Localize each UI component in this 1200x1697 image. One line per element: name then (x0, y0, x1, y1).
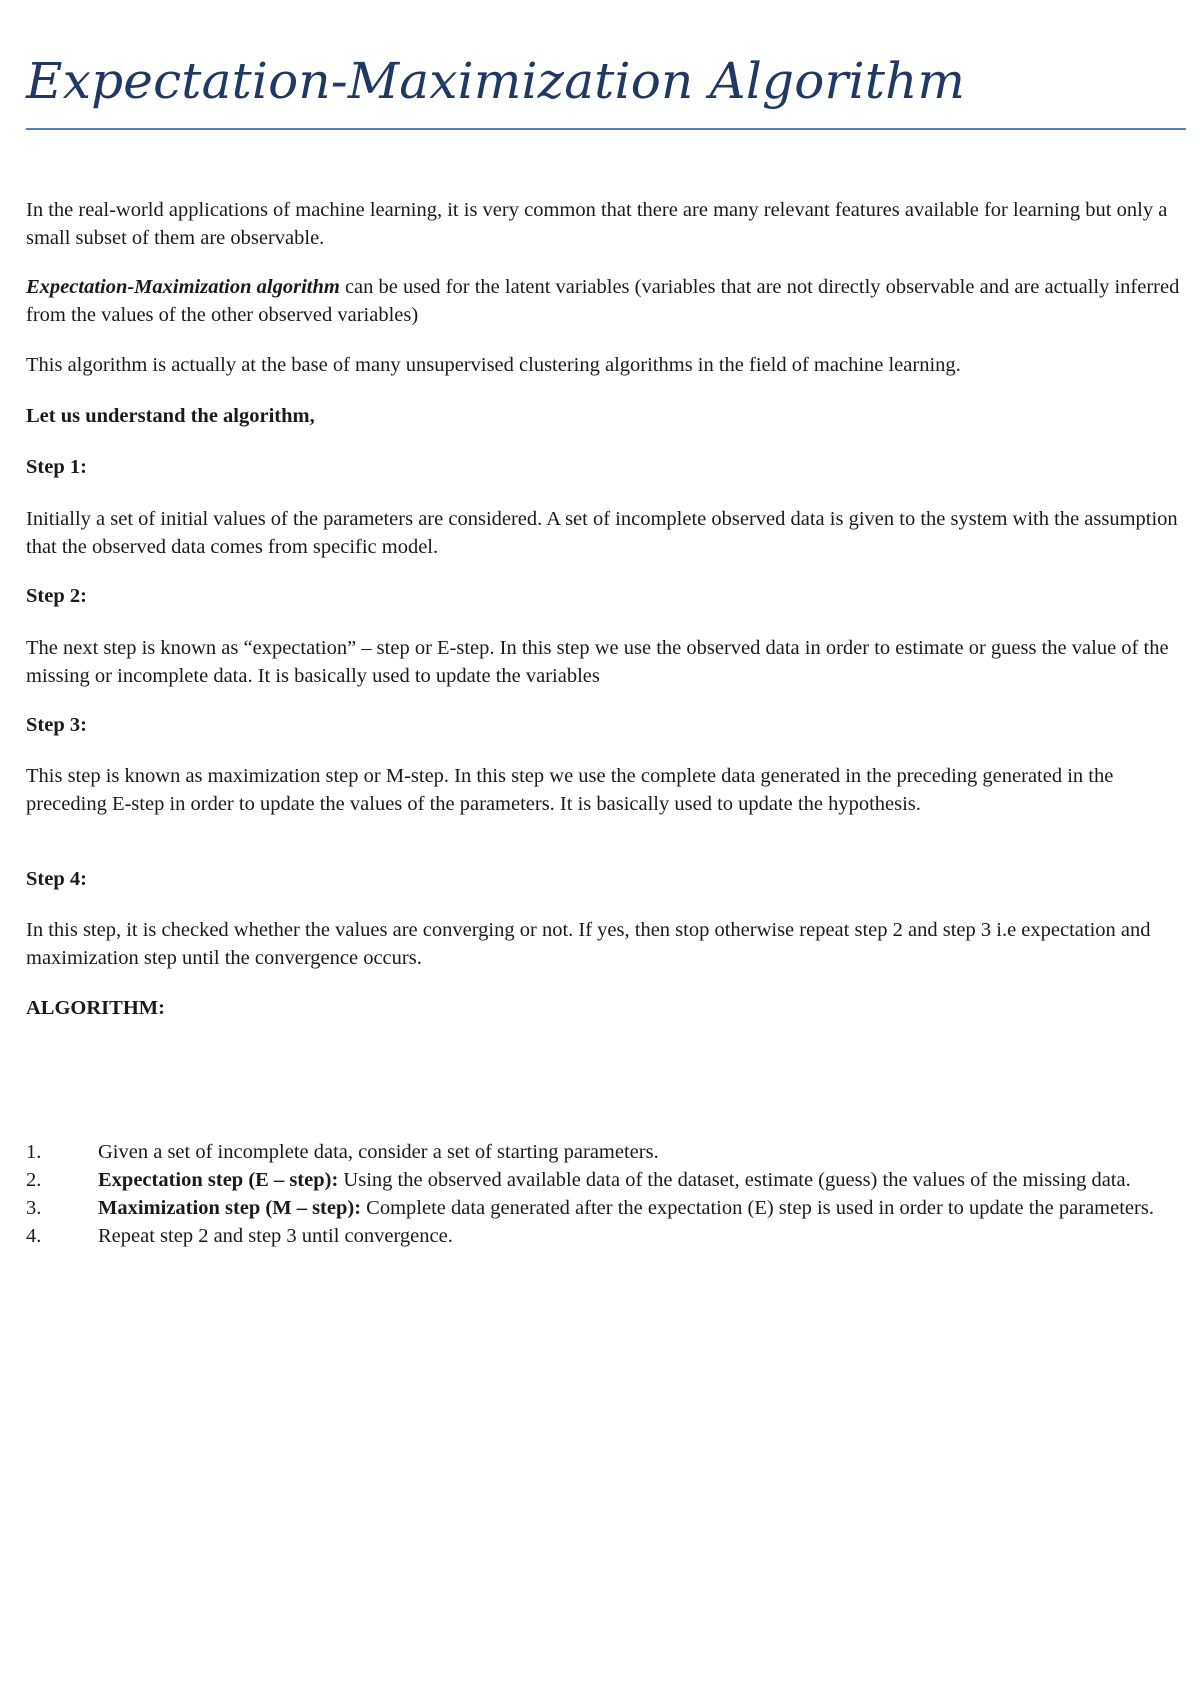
algorithm-item-text: Using the observed available data of the dataset, estimate (guess) the values of the missing data. (338, 1169, 1131, 1191)
step-4-heading: Step 4: (26, 868, 87, 890)
algorithm-item-bold: Expectation step (E – step): (98, 1169, 339, 1191)
list-number: 4. (26, 1225, 42, 1247)
algorithm-item-2 (26, 1166, 1186, 1194)
algorithm-item-text: Complete data generated after the expectation (E) step is used in order to update the parameters. (361, 1197, 1154, 1219)
document-title: Expectation-Maximization Algorithm (26, 52, 966, 110)
step-3-text: This step is known as maximization step or M-step. In this step we use the complete data generated in the preceding generated in the preceding E-step in order to update the values of the parameters. It is basically used to update the hypothesis. (26, 765, 1114, 815)
algorithm-heading: ALGORITHM: (26, 997, 165, 1019)
em-definition-paragraph (26, 273, 1186, 329)
algorithm-list (26, 1138, 1186, 1250)
list-number: 1. (26, 1141, 42, 1163)
list-number: 2. (26, 1169, 42, 1191)
algorithm-item-bold: Maximization step (M – step): (98, 1197, 362, 1219)
algorithm-item-text: Given a set of incomplete data, consider a set of starting parameters. (98, 1141, 659, 1163)
algorithm-item-3 (26, 1194, 1186, 1222)
em-algorithm-term: Expectation-Maximization algorithm (26, 276, 340, 298)
step-3-heading: Step 3: (26, 714, 87, 736)
understand-heading: Let us understand the algorithm, (26, 405, 315, 427)
algorithm-item-text: Repeat step 2 and step 3 until convergence. (98, 1225, 453, 1247)
algorithm-item-1 (26, 1138, 1186, 1166)
algorithm-item-4 (26, 1222, 1186, 1250)
step-4-text: In this step, it is checked whether the values are converging or not. If yes, then stop otherwise repeat step 2 and step 3 i.e expectation and maximization step until the convergence occurs. (26, 919, 1151, 969)
step-1-text: Initially a set of initial values of the parameters are considered. A set of incomplete observed data is given to the system with the assumption that the observed data comes from specific model. (26, 508, 1178, 558)
em-definition-text: can be used for the latent variables (variables that are not directly observable and are actually inferred from the values of the other observed variables) (26, 276, 1180, 326)
step-1-heading: Step 1: (26, 456, 87, 478)
title-underline-rule (26, 128, 1186, 130)
step-2-text: The next step is known as “expectation” – step or E-step. In this step we use the observed data in order to estimate or guess the value of the missing or incomplete data. It is basically used to update the variables (26, 637, 1169, 687)
list-number: 3. (26, 1197, 42, 1219)
step-2-heading: Step 2: (26, 585, 87, 607)
intro-paragraph: In the real-world applications of machine learning, it is very common that there are many relevant features available for learning but only a small subset of them are observable. (26, 199, 1168, 249)
base-paragraph: This algorithm is actually at the base of many unsupervised clustering algorithms in the field of machine learning. (26, 354, 961, 376)
